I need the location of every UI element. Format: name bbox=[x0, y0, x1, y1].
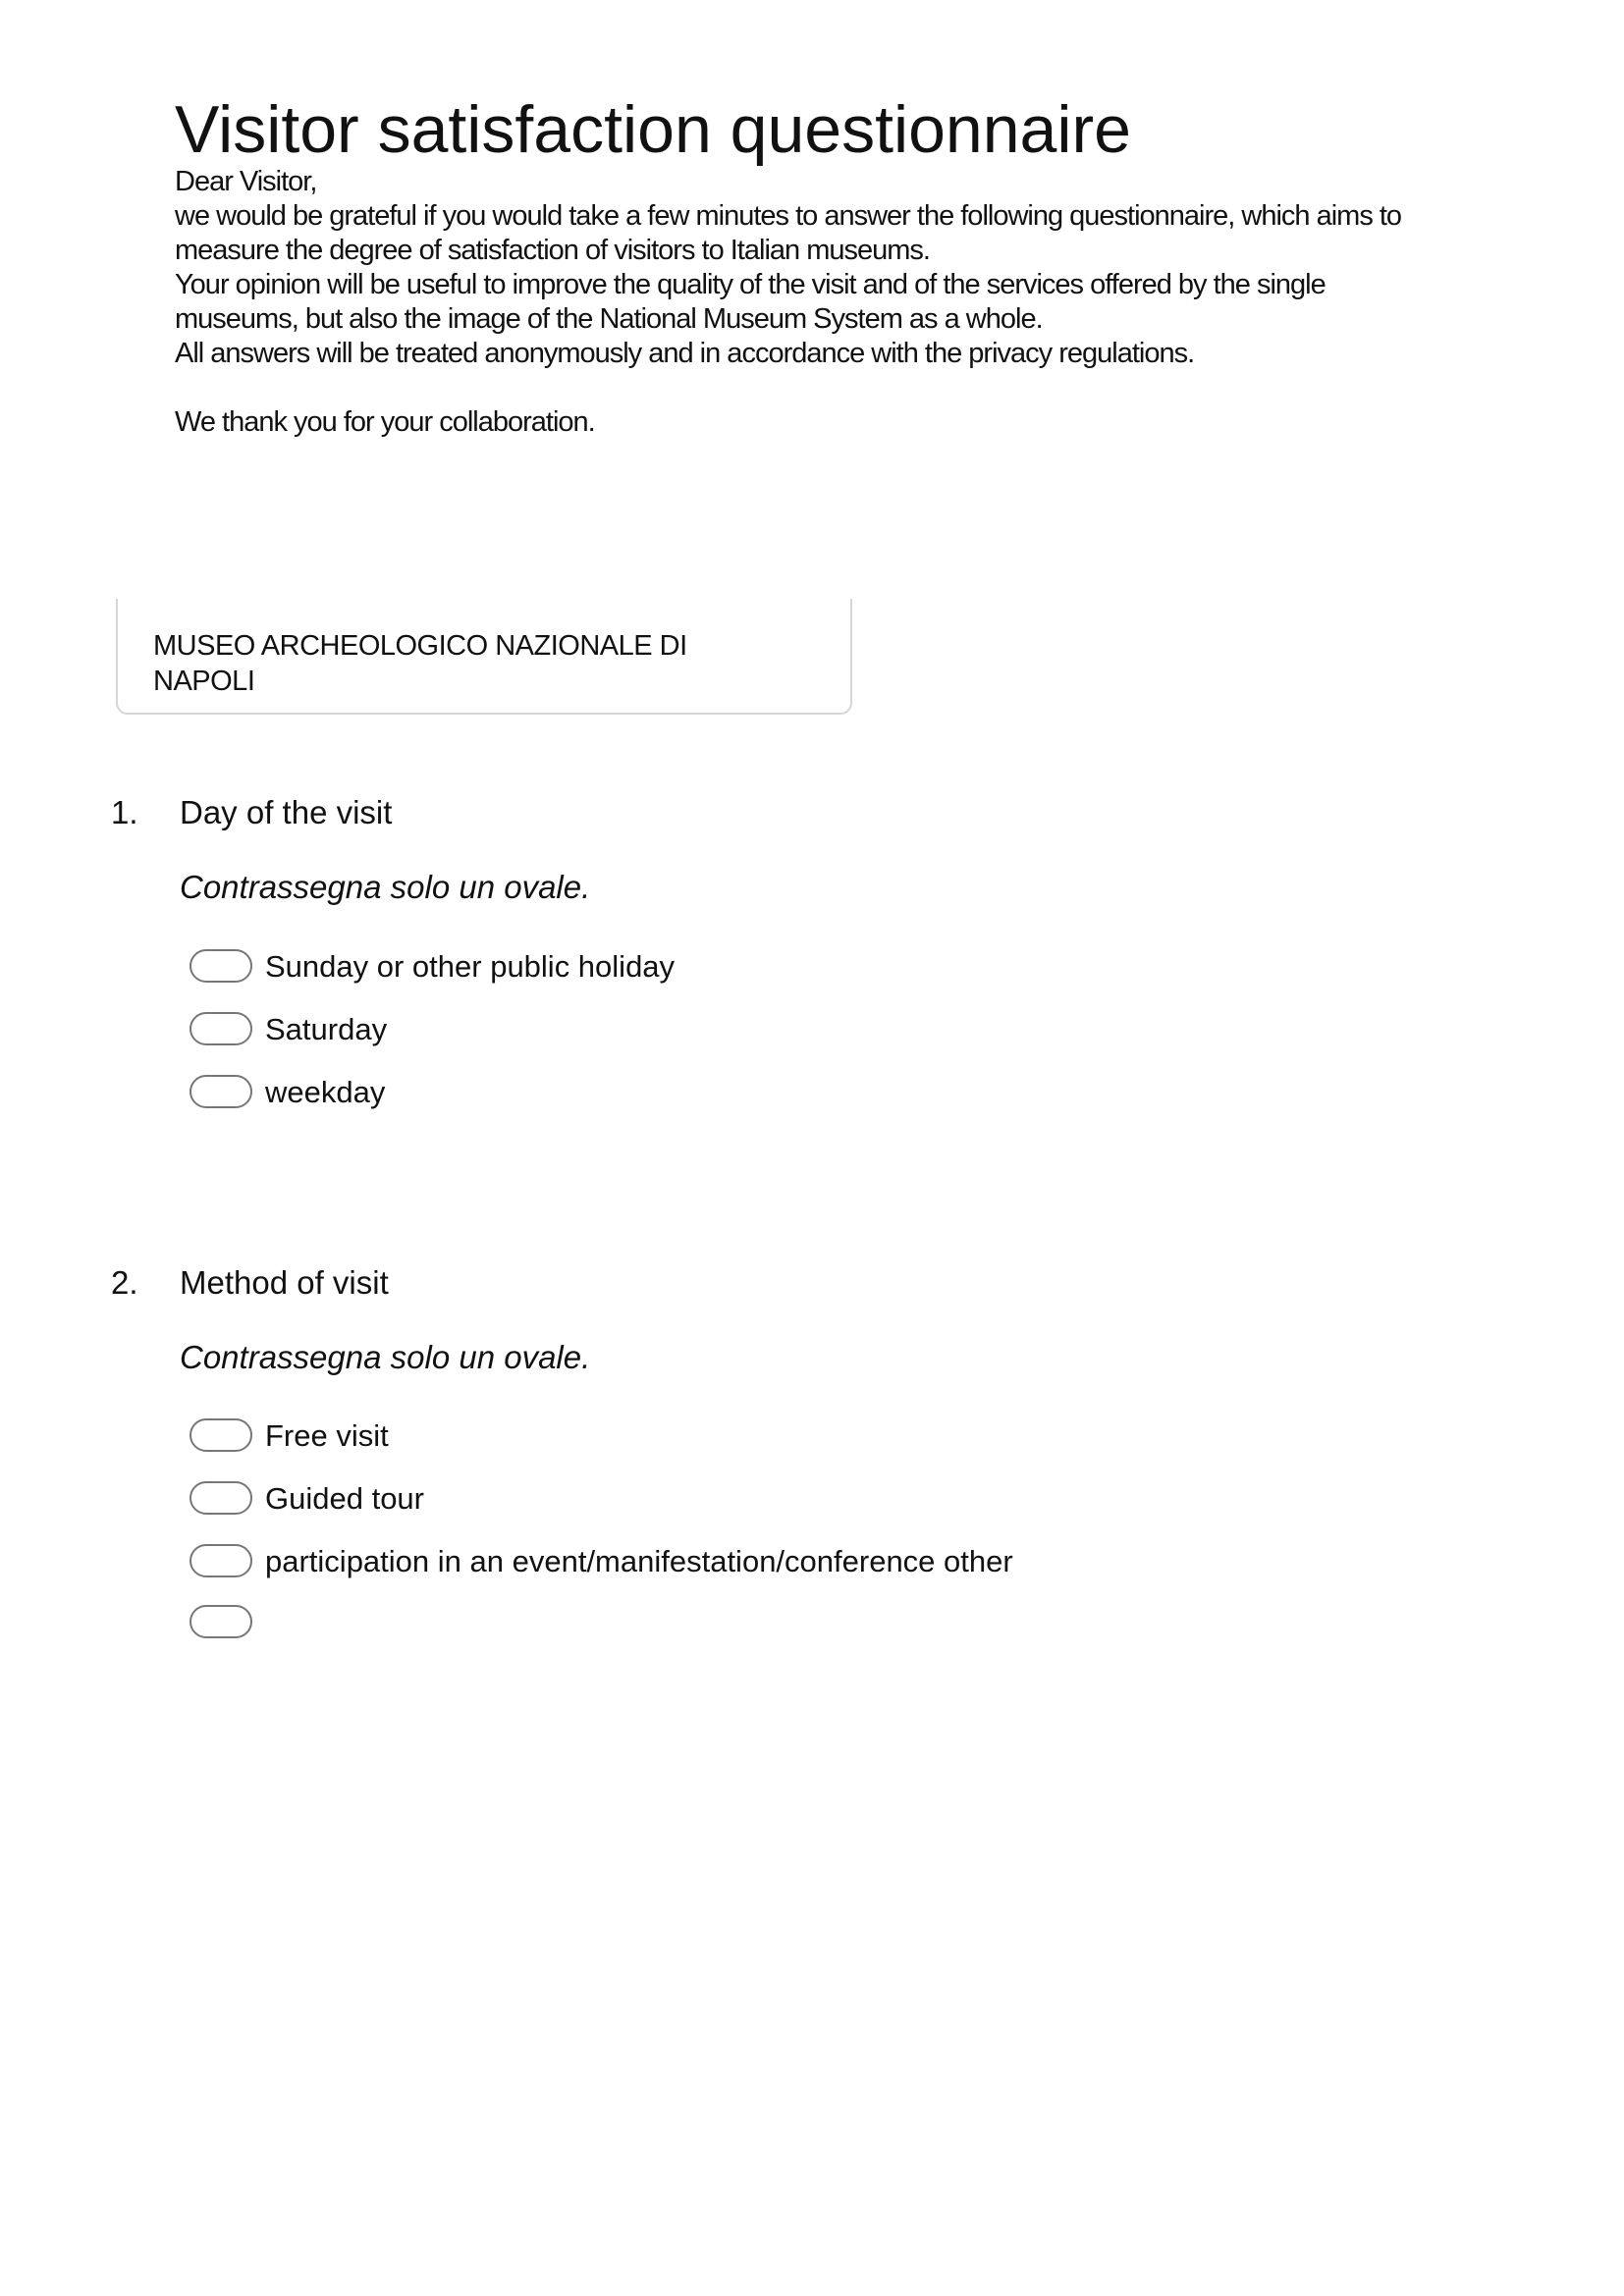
question-hint: Contrassegna solo un ovale. bbox=[180, 1339, 591, 1375]
radio-option-guided-tour[interactable] bbox=[189, 1479, 1466, 1519]
radio-option-label: Saturday bbox=[265, 1012, 388, 1046]
intro-thanks: We thank you for your collaboration. bbox=[175, 406, 595, 438]
radio-option-event[interactable] bbox=[189, 1542, 1466, 1581]
radio-option-label: weekday bbox=[265, 1075, 386, 1109]
intro-line: we would be grateful if you would take a few minutes to answer the following questionnaire, which aims to bbox=[175, 200, 1402, 232]
radio-oval[interactable] bbox=[189, 1012, 252, 1045]
radio-oval[interactable] bbox=[189, 1075, 252, 1108]
radio-option-free-visit[interactable] bbox=[189, 1416, 1466, 1456]
radio-option-sunday-holiday[interactable] bbox=[189, 947, 1466, 987]
radio-option-weekday[interactable] bbox=[189, 1073, 1466, 1112]
radio-option-label: Guided tour bbox=[265, 1481, 424, 1516]
question-number: 2. bbox=[111, 1264, 138, 1301]
question-day-of-visit bbox=[0, 793, 1624, 1117]
radio-option-other[interactable] bbox=[189, 1603, 1466, 1642]
question-title: Method of visit bbox=[180, 1264, 389, 1301]
radio-oval[interactable] bbox=[189, 949, 252, 983]
intro-line: All answers will be treated anonymously and in accordance with the privacy regulations. bbox=[175, 338, 1195, 369]
intro-spacer bbox=[175, 371, 1510, 405]
museum-name-line: MUSEO ARCHEOLOGICO NAZIONALE DI bbox=[153, 630, 687, 662]
museum-name-line: NAPOLI bbox=[153, 666, 255, 697]
intro-line: Your opinion will be useful to improve the quality of the visit and of the services offered by the single bbox=[175, 269, 1326, 300]
radio-oval[interactable] bbox=[189, 1481, 252, 1515]
radio-oval[interactable] bbox=[189, 1544, 252, 1577]
question-method-of-visit bbox=[0, 1263, 1624, 1656]
intro-line: measure the degree of satisfaction of visitors to Italian museums. bbox=[175, 235, 930, 266]
radio-option-label: Sunday or other public holiday bbox=[265, 949, 676, 984]
radio-option-label: Free visit bbox=[265, 1418, 389, 1453]
museum-name-box bbox=[116, 599, 852, 715]
museum-name bbox=[153, 628, 782, 699]
radio-option-label: participation in an event/manifestation/conference other bbox=[265, 1544, 1013, 1578]
question-number: 1. bbox=[111, 794, 138, 830]
intro-text bbox=[175, 165, 1510, 440]
question-hint: Contrassegna solo un ovale. bbox=[180, 869, 591, 905]
radio-oval[interactable] bbox=[189, 1605, 252, 1638]
page-title: Visitor satisfaction questionnaire bbox=[175, 92, 1131, 167]
radio-oval[interactable] bbox=[189, 1418, 252, 1452]
radio-option-saturday[interactable] bbox=[189, 1010, 1466, 1049]
intro-line: museums, but also the image of the National Museum System as a whole. bbox=[175, 303, 1043, 335]
intro-greeting: Dear Visitor, bbox=[175, 166, 317, 197]
question-title: Day of the visit bbox=[180, 794, 393, 830]
